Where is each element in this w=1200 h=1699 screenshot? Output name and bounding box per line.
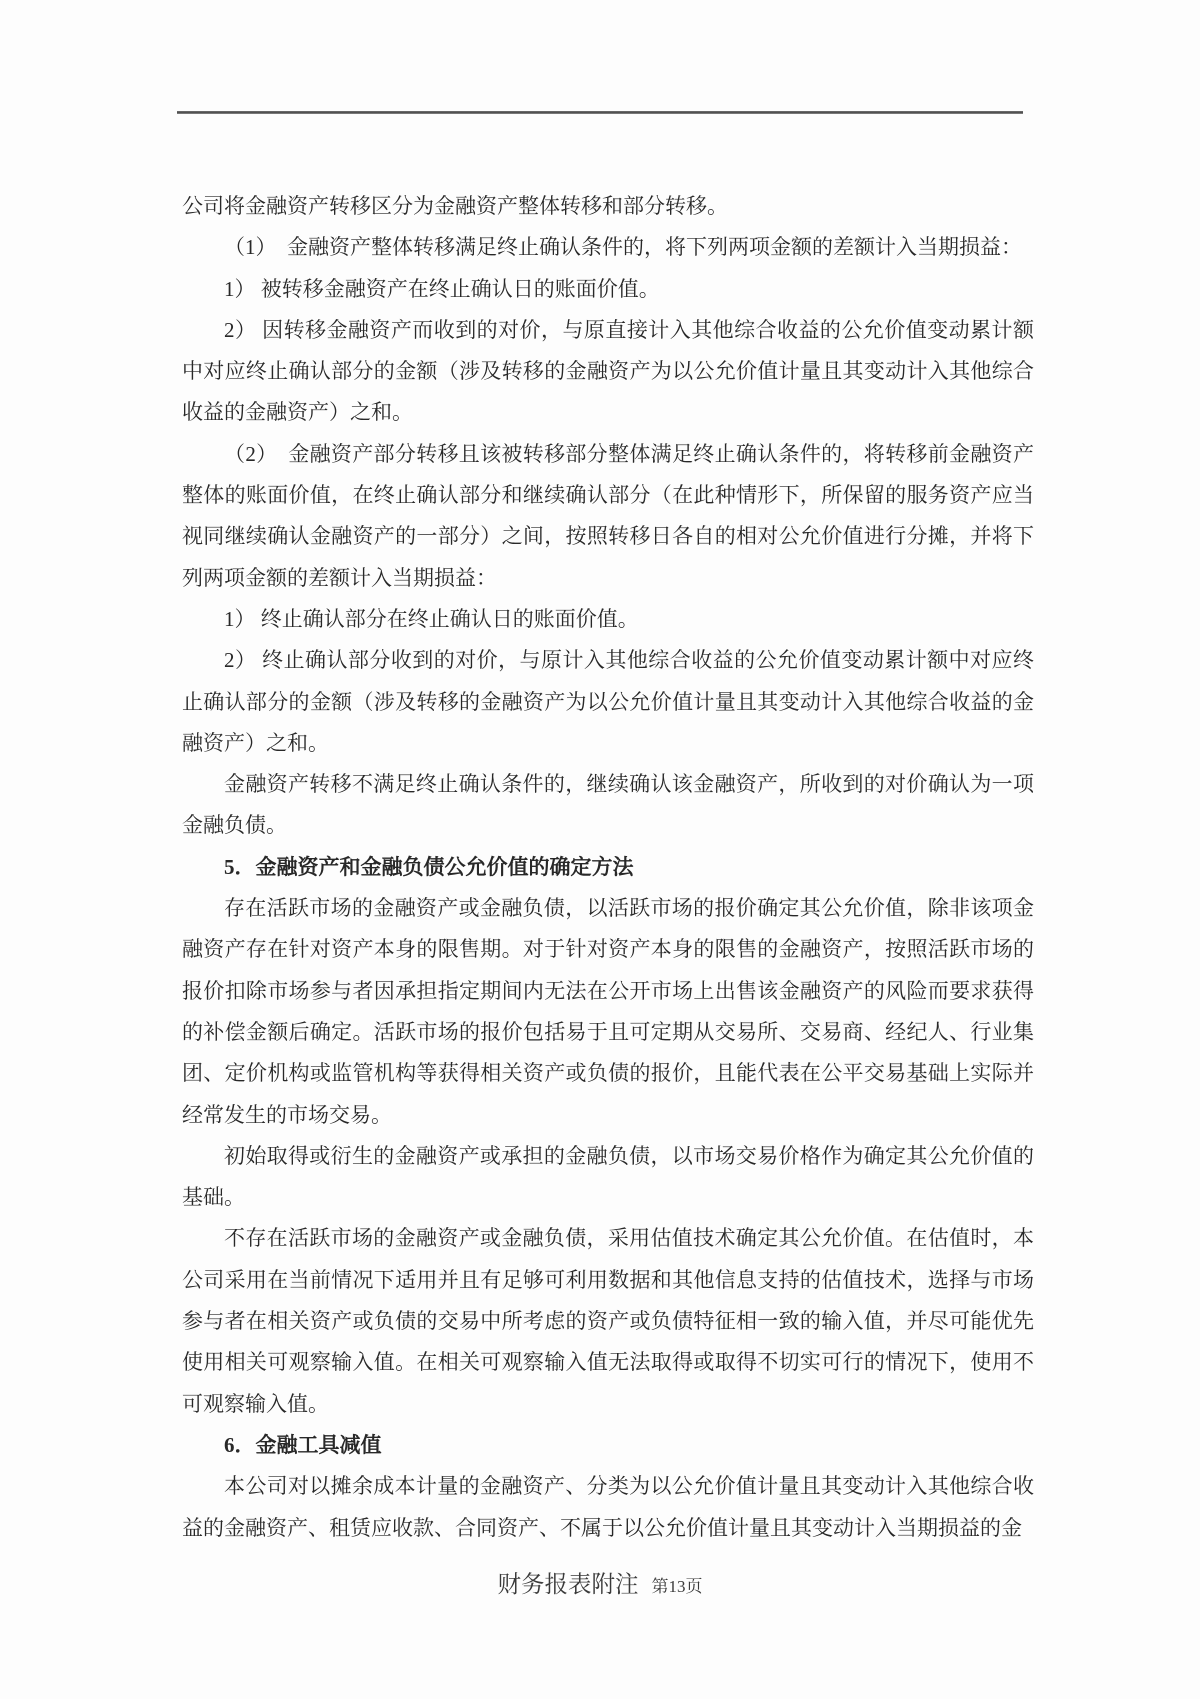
paragraph-item-1: （1） 金融资产整体转移满足终止确认条件的，将下列两项金额的差额计入当期损益： (224, 235, 1022, 260)
header-rule (177, 111, 1023, 114)
paragraph-body: 存在活跃市场的金融资产或金融负债，以活跃市场的报价确定其公允价值，除非该项金融资产存在针对资产本身的限售期。对于针对资产本身的限售的金融资产，按照活跃市场的报价扣除市场参与者因承担指定期间内无法在公开市场上出售该金融资产的风险而要求获得的补偿金额后确定。活跃市场的报价包括易于且可定期从交易所、交易商、经纪人、行业集团、定价机构或监管机构等获得相关资产或负债的报价，且能代表在公平交易基础上实际并经常发生的市场交易。 (182, 896, 1034, 1127)
paragraph-body: 金融资产转移不满足终止确认条件的，继续确认该金融资产，所收到的对价确认为一项金融负债。 (182, 772, 1034, 838)
paragraph-subitem-1b: 1） 终止确认部分在终止确认日的账面价值。 (224, 606, 639, 631)
footer-title: 财务报表附注 (497, 1572, 639, 1598)
section-heading-6: 6．金融工具减值 (224, 1432, 382, 1457)
paragraph-subitem-2: 2） 因转移金融资产而收到的对价，与原直接计入其他综合收益的公允价值变动累计额中对应终止确认部分的金额（涉及转移的金融资产为以公允价值计量且其变动计入其他综合收益的金融资产）之和。 (182, 317, 1034, 425)
paragraph-body: 本公司对以摊余成本计量的金融资产、分类为以公允价值计量且其变动计入其他综合收益的金融资产、租赁应收款、合同资产、不属于以公允价值计量且其变动计入当期损益的金 (182, 1474, 1034, 1540)
document-body (182, 186, 1034, 1549)
paragraph-continuation: 公司将金融资产转移区分为金融资产整体转移和部分转移。 (182, 194, 728, 218)
paragraph-subitem-1: 1） 被转移金融资产在终止确认日的账面价值。 (224, 276, 660, 301)
section-heading-5: 5．金融资产和金融负债公允价值的确定方法 (224, 854, 634, 879)
page-footer (0, 1565, 1200, 1599)
paragraph-body: 不存在活跃市场的金融资产或金融负债，采用估值技术确定其公允价值。在估值时，本公司采用在当前情况下适用并且有足够可利用数据和其他信息支持的估值技术，选择与市场参与者在相关资产或负债的交易中所考虑的资产或负债特征相一致的输入值，并尽可能优先使用相关可观察输入值。在相关可观察输入值无法取得或取得不切实可行的情况下，使用不可观察输入值。 (182, 1226, 1034, 1416)
paragraph-item-2: （2） 金融资产部分转移且该被转移部分整体满足终止确认条件的，将转移前金融资产整体的账面价值，在终止确认部分和继续确认部分（在此种情形下，所保留的服务资产应当视同继续确认金融资产的一部分）之间，按照转移日各自的相对公允价值进行分摊，并将下列两项金额的差额计入当期损益： (182, 441, 1034, 590)
paragraph-body: 初始取得或衍生的金融资产或承担的金融负债，以市场交易价格作为确定其公允价值的基础。 (182, 1143, 1034, 1210)
footer-page-number: 第13页 (651, 1577, 703, 1596)
paragraph-subitem-2b: 2） 终止确认部分收到的对价，与原计入其他综合收益的公允价值变动累计额中对应终止确认部分的金额（涉及转移的金融资产为以公允价值计量且其变动计入其他综合收益的金融资产）之和。 (182, 648, 1034, 755)
